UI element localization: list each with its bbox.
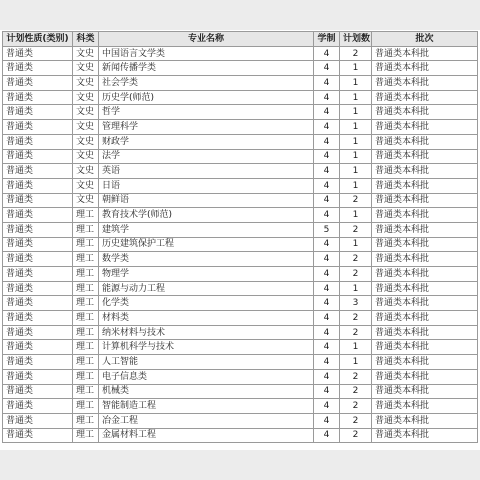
cell-plan-count: 2 [340, 369, 372, 384]
header-major-name: 专业名称 [99, 32, 314, 47]
table-row [3, 355, 478, 370]
cell-subject-type: 理工 [73, 208, 99, 223]
cell-plan-count: 2 [340, 413, 372, 428]
cell-major-name: 电子信息类 [99, 369, 314, 384]
cell-major-name: 纳米材料与技术 [99, 325, 314, 340]
cell-plan-category: 普通类 [3, 208, 73, 223]
cell-batch: 普通类本科批 [372, 237, 478, 252]
cell-plan-category: 普通类 [3, 281, 73, 296]
cell-plan-count: 3 [340, 296, 372, 311]
cell-years: 4 [314, 193, 340, 208]
cell-batch: 普通类本科批 [372, 105, 478, 120]
cell-plan-category: 普通类 [3, 90, 73, 105]
cell-subject-type: 理工 [73, 340, 99, 355]
cell-plan-count: 2 [340, 46, 372, 61]
cell-major-name: 智能制造工程 [99, 399, 314, 414]
cell-batch: 普通类本科批 [372, 120, 478, 135]
admission-plan-sheet [0, 30, 480, 450]
cell-major-name: 计算机科学与技术 [99, 340, 314, 355]
cell-years: 4 [314, 428, 340, 443]
cell-plan-category: 普通类 [3, 296, 73, 311]
cell-major-name: 历史学(师范) [99, 90, 314, 105]
cell-subject-type: 理工 [73, 311, 99, 326]
cell-batch: 普通类本科批 [372, 428, 478, 443]
cell-subject-type: 文史 [73, 105, 99, 120]
cell-years: 4 [314, 281, 340, 296]
cell-plan-category: 普通类 [3, 267, 73, 282]
cell-plan-category: 普通类 [3, 413, 73, 428]
table-row [3, 193, 478, 208]
cell-major-name: 法学 [99, 149, 314, 164]
cell-batch: 普通类本科批 [372, 311, 478, 326]
cell-plan-category: 普通类 [3, 134, 73, 149]
table-row [3, 325, 478, 340]
cell-batch: 普通类本科批 [372, 222, 478, 237]
table-row [3, 76, 478, 91]
table-body [3, 46, 478, 443]
cell-major-name: 财政学 [99, 134, 314, 149]
cell-plan-count: 1 [340, 178, 372, 193]
table-row [3, 267, 478, 282]
cell-subject-type: 文史 [73, 120, 99, 135]
cell-batch: 普通类本科批 [372, 193, 478, 208]
table-row [3, 252, 478, 267]
cell-plan-count: 1 [340, 134, 372, 149]
cell-plan-count: 2 [340, 384, 372, 399]
cell-major-name: 人工智能 [99, 355, 314, 370]
cell-plan-count: 2 [340, 252, 372, 267]
cell-years: 4 [314, 325, 340, 340]
cell-years: 4 [314, 355, 340, 370]
cell-plan-category: 普通类 [3, 369, 73, 384]
cell-years: 4 [314, 178, 340, 193]
cell-plan-count: 2 [340, 222, 372, 237]
cell-plan-count: 1 [340, 340, 372, 355]
cell-plan-count: 2 [340, 325, 372, 340]
cell-years: 4 [314, 120, 340, 135]
table-row [3, 428, 478, 443]
cell-years: 4 [314, 399, 340, 414]
cell-major-name: 中国语言文学类 [99, 46, 314, 61]
cell-batch: 普通类本科批 [372, 384, 478, 399]
cell-plan-category: 普通类 [3, 178, 73, 193]
cell-plan-category: 普通类 [3, 222, 73, 237]
cell-years: 5 [314, 222, 340, 237]
header-subject-type: 科类 [73, 32, 99, 47]
cell-subject-type: 文史 [73, 149, 99, 164]
cell-plan-count: 1 [340, 208, 372, 223]
cell-years: 4 [314, 237, 340, 252]
cell-years: 4 [314, 164, 340, 179]
cell-years: 4 [314, 252, 340, 267]
cell-years: 4 [314, 149, 340, 164]
cell-subject-type: 理工 [73, 281, 99, 296]
cell-plan-count: 2 [340, 311, 372, 326]
cell-batch: 普通类本科批 [372, 208, 478, 223]
cell-major-name: 冶金工程 [99, 413, 314, 428]
cell-batch: 普通类本科批 [372, 46, 478, 61]
table-row [3, 178, 478, 193]
cell-batch: 普通类本科批 [372, 296, 478, 311]
cell-subject-type: 理工 [73, 237, 99, 252]
cell-batch: 普通类本科批 [372, 61, 478, 76]
cell-batch: 普通类本科批 [372, 369, 478, 384]
cell-subject-type: 文史 [73, 178, 99, 193]
cell-subject-type: 理工 [73, 267, 99, 282]
header-batch: 批次 [372, 32, 478, 47]
cell-years: 4 [314, 105, 340, 120]
cell-subject-type: 文史 [73, 193, 99, 208]
table-row [3, 164, 478, 179]
cell-subject-type: 理工 [73, 369, 99, 384]
table-row [3, 120, 478, 135]
cell-subject-type: 理工 [73, 325, 99, 340]
cell-batch: 普通类本科批 [372, 149, 478, 164]
cell-plan-count: 1 [340, 164, 372, 179]
cell-major-name: 哲学 [99, 105, 314, 120]
cell-batch: 普通类本科批 [372, 252, 478, 267]
cell-plan-category: 普通类 [3, 164, 73, 179]
cell-plan-count: 1 [340, 105, 372, 120]
cell-subject-type: 文史 [73, 46, 99, 61]
cell-plan-count: 1 [340, 120, 372, 135]
cell-plan-count: 2 [340, 267, 372, 282]
cell-plan-category: 普通类 [3, 237, 73, 252]
cell-plan-count: 2 [340, 428, 372, 443]
table-row [3, 413, 478, 428]
cell-plan-category: 普通类 [3, 384, 73, 399]
cell-batch: 普通类本科批 [372, 399, 478, 414]
table-row [3, 384, 478, 399]
cell-plan-count: 2 [340, 193, 372, 208]
cell-batch: 普通类本科批 [372, 267, 478, 282]
cell-major-name: 教育技术学(师范) [99, 208, 314, 223]
cell-plan-category: 普通类 [3, 193, 73, 208]
cell-subject-type: 理工 [73, 355, 99, 370]
cell-plan-count: 2 [340, 399, 372, 414]
table-row [3, 134, 478, 149]
table-row [3, 90, 478, 105]
table-row [3, 281, 478, 296]
cell-years: 4 [314, 134, 340, 149]
cell-major-name: 管理科学 [99, 120, 314, 135]
cell-plan-category: 普通类 [3, 149, 73, 164]
cell-plan-category: 普通类 [3, 340, 73, 355]
admission-plan-table [2, 31, 478, 443]
cell-major-name: 数学类 [99, 252, 314, 267]
cell-subject-type: 文史 [73, 90, 99, 105]
cell-plan-category: 普通类 [3, 311, 73, 326]
cell-major-name: 朝鲜语 [99, 193, 314, 208]
cell-batch: 普通类本科批 [372, 325, 478, 340]
cell-plan-count: 1 [340, 355, 372, 370]
cell-major-name: 材料类 [99, 311, 314, 326]
cell-major-name: 建筑学 [99, 222, 314, 237]
cell-major-name: 机械类 [99, 384, 314, 399]
cell-years: 4 [314, 384, 340, 399]
cell-plan-count: 1 [340, 90, 372, 105]
cell-major-name: 能源与动力工程 [99, 281, 314, 296]
cell-batch: 普通类本科批 [372, 90, 478, 105]
cell-batch: 普通类本科批 [372, 413, 478, 428]
cell-subject-type: 理工 [73, 296, 99, 311]
cell-major-name: 社会学类 [99, 76, 314, 91]
cell-major-name: 化学类 [99, 296, 314, 311]
cell-plan-count: 1 [340, 76, 372, 91]
table-row [3, 222, 478, 237]
cell-batch: 普通类本科批 [372, 164, 478, 179]
table-row [3, 340, 478, 355]
cell-years: 4 [314, 413, 340, 428]
cell-plan-category: 普通类 [3, 325, 73, 340]
cell-major-name: 日语 [99, 178, 314, 193]
cell-years: 4 [314, 46, 340, 61]
table-row [3, 105, 478, 120]
cell-subject-type: 文史 [73, 134, 99, 149]
table-row [3, 149, 478, 164]
cell-plan-category: 普通类 [3, 428, 73, 443]
cell-subject-type: 理工 [73, 413, 99, 428]
cell-plan-category: 普通类 [3, 355, 73, 370]
table-row [3, 311, 478, 326]
cell-years: 4 [314, 340, 340, 355]
header-plan-count: 计划数 [340, 32, 372, 47]
cell-subject-type: 文史 [73, 164, 99, 179]
cell-plan-category: 普通类 [3, 252, 73, 267]
cell-plan-category: 普通类 [3, 76, 73, 91]
cell-major-name: 英语 [99, 164, 314, 179]
cell-batch: 普通类本科批 [372, 355, 478, 370]
table-row [3, 369, 478, 384]
cell-batch: 普通类本科批 [372, 340, 478, 355]
cell-subject-type: 理工 [73, 384, 99, 399]
cell-plan-count: 1 [340, 61, 372, 76]
cell-plan-category: 普通类 [3, 120, 73, 135]
cell-plan-count: 1 [340, 237, 372, 252]
cell-plan-category: 普通类 [3, 46, 73, 61]
cell-years: 4 [314, 267, 340, 282]
header-years: 学制 [314, 32, 340, 47]
cell-batch: 普通类本科批 [372, 134, 478, 149]
table-row [3, 46, 478, 61]
cell-subject-type: 理工 [73, 428, 99, 443]
cell-major-name: 新闻传播学类 [99, 61, 314, 76]
table-row [3, 399, 478, 414]
cell-plan-category: 普通类 [3, 61, 73, 76]
cell-years: 4 [314, 90, 340, 105]
table-row [3, 296, 478, 311]
cell-major-name: 物理学 [99, 267, 314, 282]
cell-years: 4 [314, 61, 340, 76]
cell-plan-count: 1 [340, 149, 372, 164]
cell-subject-type: 理工 [73, 399, 99, 414]
cell-years: 4 [314, 311, 340, 326]
table-row [3, 208, 478, 223]
cell-subject-type: 文史 [73, 61, 99, 76]
cell-years: 4 [314, 296, 340, 311]
cell-plan-category: 普通类 [3, 399, 73, 414]
cell-years: 4 [314, 369, 340, 384]
cell-batch: 普通类本科批 [372, 178, 478, 193]
cell-years: 4 [314, 208, 340, 223]
cell-subject-type: 理工 [73, 252, 99, 267]
table-header-row [3, 32, 478, 47]
table-row [3, 237, 478, 252]
table-row [3, 61, 478, 76]
cell-plan-category: 普通类 [3, 105, 73, 120]
cell-plan-count: 1 [340, 281, 372, 296]
cell-subject-type: 文史 [73, 76, 99, 91]
cell-major-name: 历史建筑保护工程 [99, 237, 314, 252]
cell-major-name: 金属材料工程 [99, 428, 314, 443]
header-plan-category: 计划性质(类别) [3, 32, 73, 47]
cell-batch: 普通类本科批 [372, 281, 478, 296]
cell-years: 4 [314, 76, 340, 91]
cell-subject-type: 理工 [73, 222, 99, 237]
cell-batch: 普通类本科批 [372, 76, 478, 91]
